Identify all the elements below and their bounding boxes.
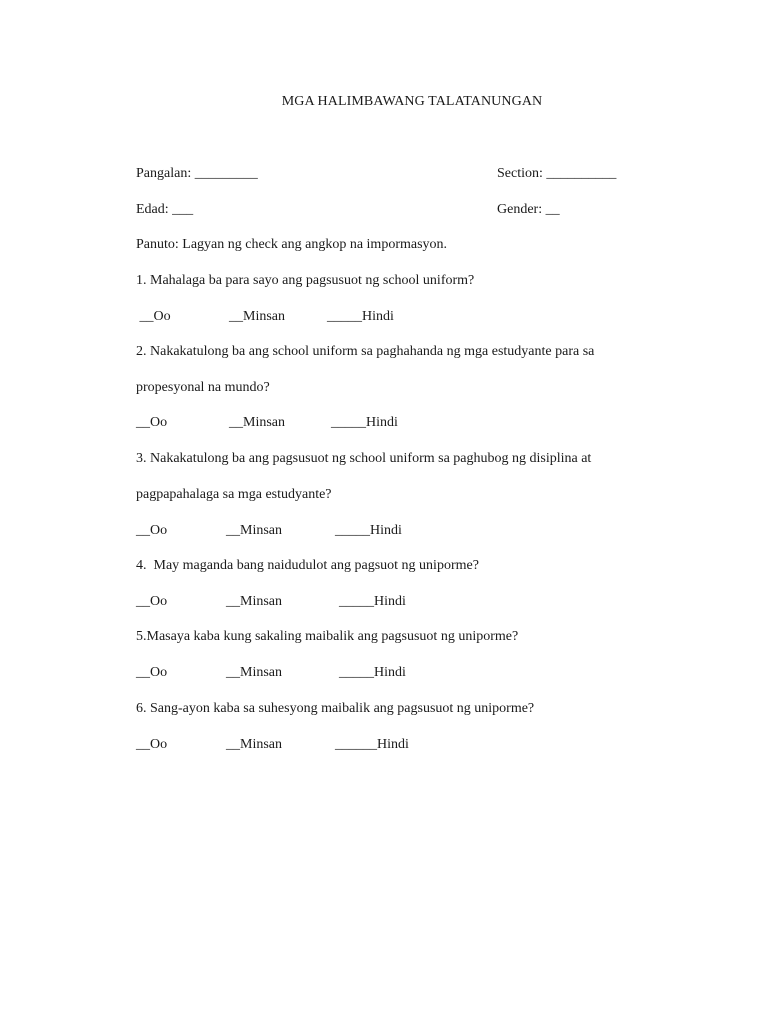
question-2-text-line-2: propesyonal na mundo?: [136, 380, 270, 395]
question-4-text: 4. May maganda bang naidudulot ang pagsuot ng uniporme?: [136, 558, 479, 573]
gender-field: Gender: __: [497, 202, 560, 217]
question-5-option-minsan: __Minsan: [226, 665, 282, 680]
question-1-text: 1. Mahalaga ba para sayo ang pagsusuot ng school uniform?: [136, 273, 475, 288]
question-6-option-minsan: __Minsan: [226, 737, 282, 752]
question-4-option-minsan: __Minsan: [226, 594, 282, 609]
question-1-option-hindi: _____Hindi: [327, 309, 394, 324]
question-2-option-hindi: _____Hindi: [331, 415, 398, 430]
question-2-option-oo: __Oo: [136, 415, 168, 430]
question-1-option-oo: __Oo: [136, 309, 171, 324]
question-6-text: 6. Sang-ayon kaba sa suhesyong maibalik ang pagsusuot ng uniporme?: [136, 701, 535, 716]
question-2-text-line-1: 2. Nakakatulong ba ang school uniform sa paghahanda ng mga estudyante para sa: [136, 344, 595, 359]
section-field: Section: __________: [497, 166, 617, 181]
question-5-text: 5.Masaya kaba kung sakaling maibalik ang pagsusuot ng uniporme?: [136, 629, 519, 644]
question-3-text-line-2: pagpapahalaga sa mga estudyante?: [136, 487, 332, 502]
question-4-option-hindi: _____Hindi: [339, 594, 406, 609]
question-2-option-minsan: __Minsan: [229, 415, 285, 430]
instruction-text: Panuto: Lagyan ng check ang angkop na impormasyon.: [136, 237, 448, 252]
question-3-option-minsan: __Minsan: [226, 523, 282, 538]
question-4-option-oo: __Oo: [136, 594, 168, 609]
question-6-option-hindi: ______Hindi: [335, 737, 409, 752]
edad-field: Edad: ___: [136, 202, 194, 217]
question-3-option-hindi: _____Hindi: [335, 523, 402, 538]
question-3-text-line-1: 3. Nakakatulong ba ang pagsusuot ng school uniform sa paghubog ng disiplina at: [136, 451, 592, 466]
question-1-option-minsan: __Minsan: [229, 309, 285, 324]
question-5-option-hindi: _____Hindi: [339, 665, 406, 680]
pangalan-field: Pangalan: _________: [136, 166, 258, 181]
question-5-option-oo: __Oo: [136, 665, 168, 680]
document-title: MGA HALIMBAWANG TALATANUNGAN: [281, 94, 543, 109]
question-3-option-oo: __Oo: [136, 523, 168, 538]
question-6-option-oo: __Oo: [136, 737, 168, 752]
